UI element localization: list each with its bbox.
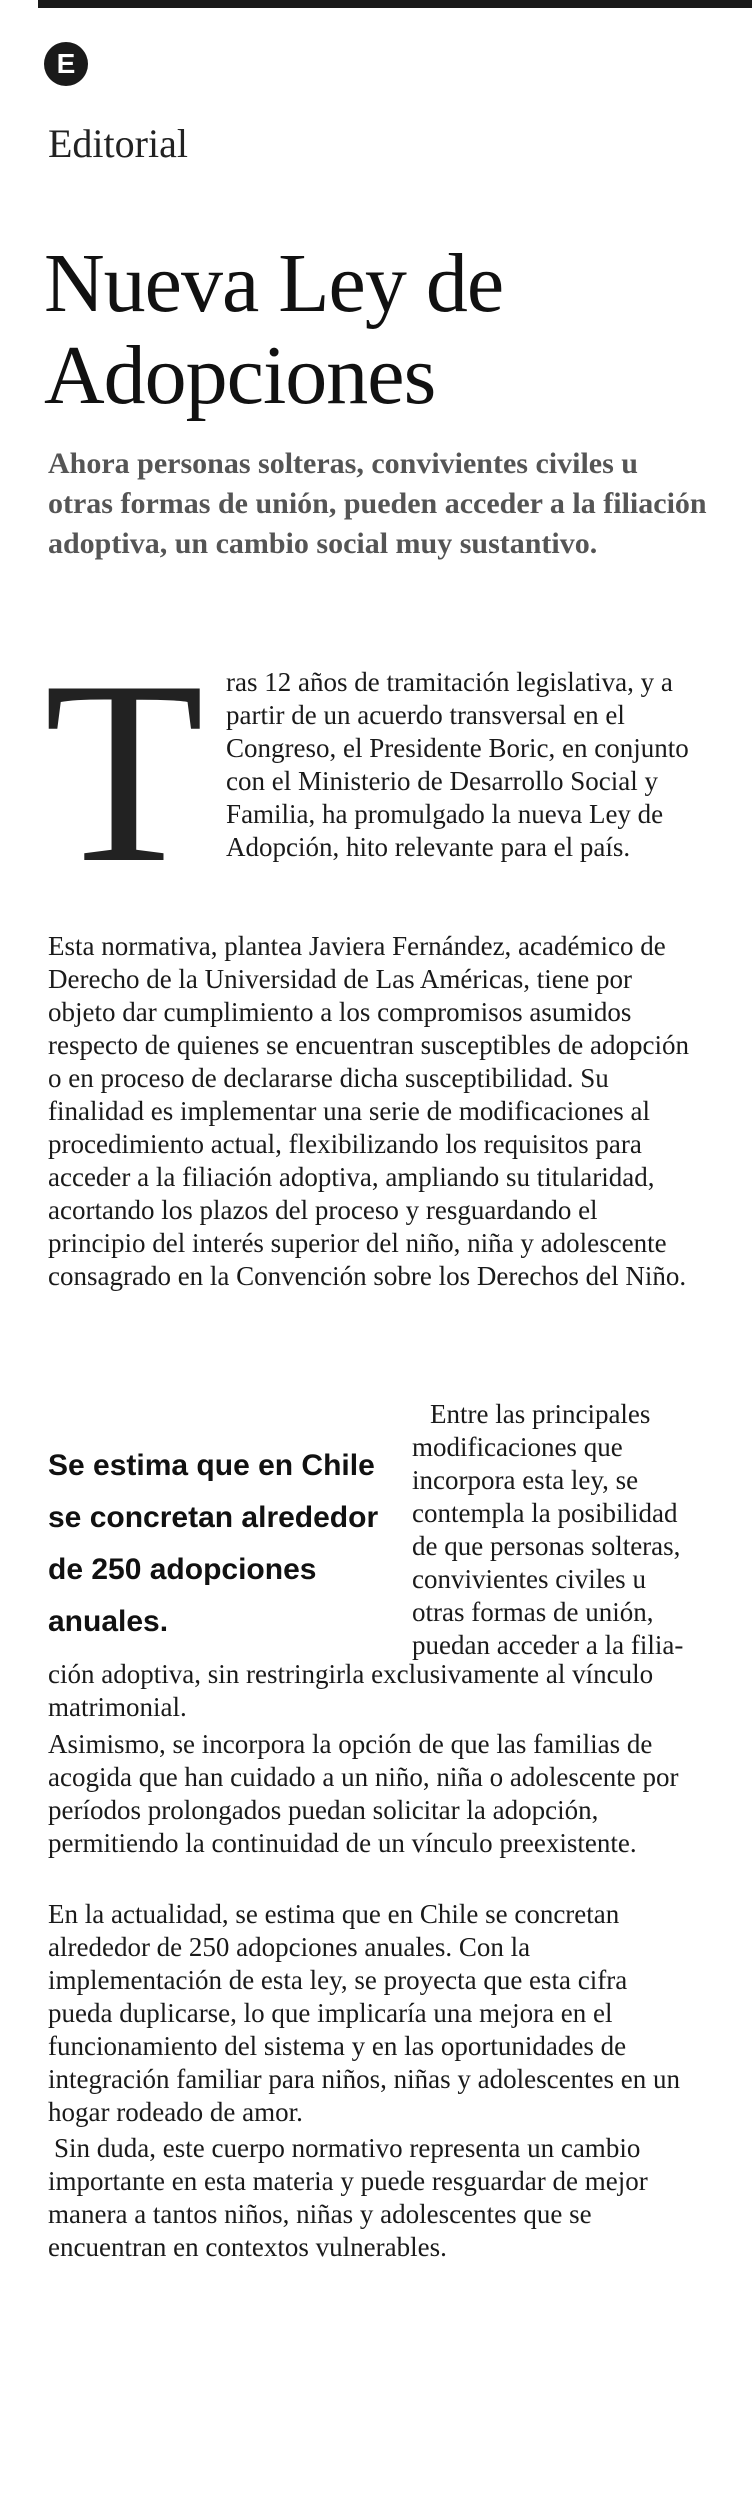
- title-line-2: Adopciones: [44, 329, 436, 422]
- paragraph-actualidad: En la actualidad, se estima que en Chile se concretan alrededor de 250 adopciones anuales. Con la implementación de esta ley, se proyecta que esta cifra pueda duplicarse, lo que implicaría una mejora en el funcionamiento del sistema y en las oportunidades de integración familiar para niños, niñas y adolescentes en un hogar rodeado de amor.: [48, 1899, 681, 2127]
- paragraph-normativa: Esta normativa, plantea Javiera Fernández, académico de Derecho de la Universidad de Las Américas, tiene por objeto dar cumplimiento a los compromisos asumidos respecto de quienes se encuentran susceptibles de adopción o en proceso de declararse dicha susceptibilidad. Su finalidad es implementar una serie de modificaciones al procedimiento actual, flexibilizando los requisitos para acceder a la filiación adoptiva, ampliando su titularidad, acortando los plazos del proceso y resguardando el principio del interés superior del niño, niña y adolescente consagrado en la Convención sobre los Derechos del Niño.: [48, 931, 690, 1291]
- pull-quote: Se estima que en Chile se concretan alrededor de 250 adopciones anuales.: [48, 1449, 379, 1638]
- intro-text: ras 12 años de tramitación legislativa, y a partir de un acuerdo transversal en el Congreso, el Presidente Boric, en conjunto con el Ministerio de Desarrollo Social y Familia, ha promulgado la nueva Ley de Adopción, hito relevante para el país.: [226, 667, 689, 862]
- modificaciones-text: Entre las principales modificaciones que incorpora esta ley, se contempla la posibilidad de que personas solteras, convivientes civiles u otras formas de unión, puedan acceder a la filia-: [412, 1399, 684, 1660]
- paragraph-modificaciones-tail: ción adoptiva, sin restringirla exclusivamente al vínculo matrimonial.: [48, 1659, 654, 1722]
- top-rule: [38, 0, 752, 8]
- section-label: Editorial: [48, 121, 188, 166]
- drop-cap: T: [44, 627, 205, 917]
- article-title: [44, 238, 724, 422]
- intro-paragraph: [44, 627, 698, 917]
- article-deck: Ahora personas solteras, convivientes civiles u otras formas de unión, pueden acceder a la filiación adoptiva, un cambio social muy sustantivo.: [48, 447, 707, 560]
- paragraph-modificaciones-column: [412, 1398, 702, 1662]
- paragraph-conclusion: Sin duda, este cuerpo normativo representa un cambio importante en esta materia y puede resguardar de mejor manera a tantos niños, niñas y adolescentes que se encuentran en contextos vulnerables.: [48, 2133, 648, 2262]
- section-logo-badge: E: [44, 42, 88, 86]
- title-line-1: Nueva Ley de: [44, 237, 504, 330]
- paragraph-asimismo: Asimismo, se incorpora la opción de que las familias de acogida que han cuidado a un niño, niña o adolescente por períodos prolongados puedan solicitar la adopción, permitiendo la continuidad de un vínculo preexistente.: [48, 1729, 679, 1858]
